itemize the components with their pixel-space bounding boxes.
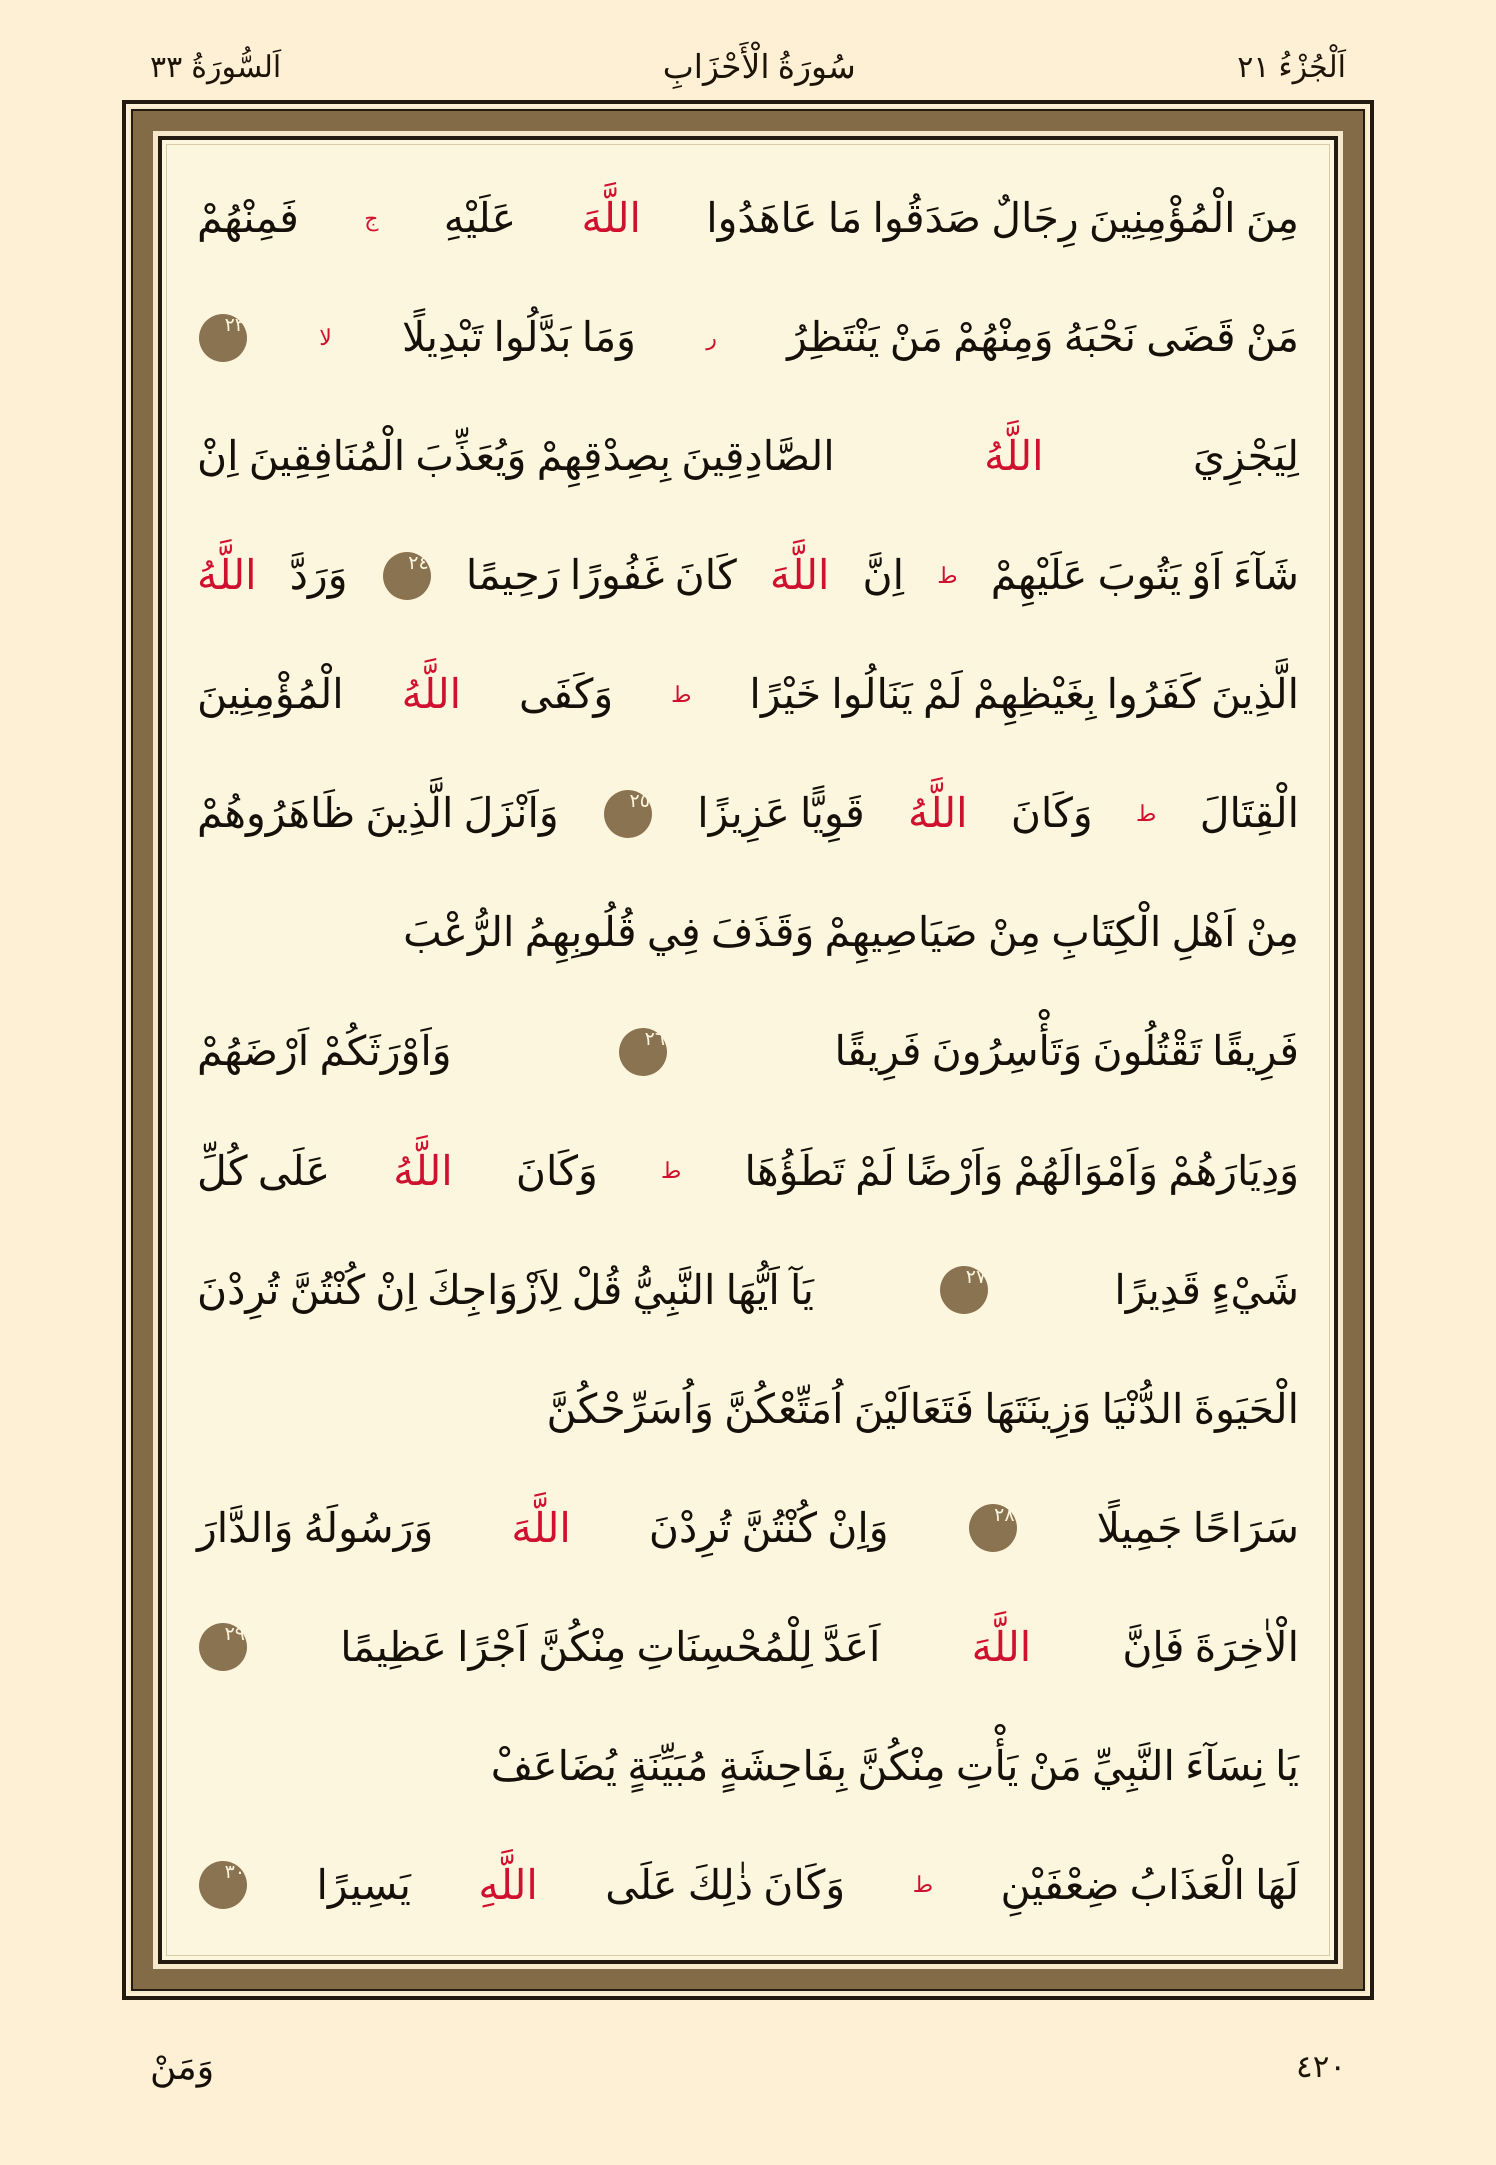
aya-text: مِنْ اَهْلِ الْكِتَابِ مِنْ صَيَاصِيهِمْ وَقَذَفَ فِي قُلُوبِهِمُ الرُّعْبَ: [403, 909, 1299, 956]
waqf-sign: ط: [660, 1158, 682, 1184]
aya-text: وَكَفَى: [518, 671, 614, 718]
aya-number-marker: ٢٤: [385, 554, 429, 598]
juz-label: اَلْجُزْءُ: [1278, 50, 1346, 84]
page-number: ٤٢٠: [1296, 2049, 1346, 2084]
waqf-sign: لا: [319, 324, 332, 350]
frame-hairline-inner: [153, 131, 1343, 1969]
aya-line: [197, 1837, 1299, 1933]
aya-number-marker: ٢٥: [606, 792, 650, 836]
aya-line: [197, 647, 1299, 743]
aya-text: لَهَا الْعَذَابُ ضِعْفَيْنِ: [1000, 1861, 1299, 1908]
surah-label: اَلسُّورَةُ: [191, 50, 282, 84]
quran-lines: [167, 145, 1329, 1955]
frame-inner-rule: [158, 136, 1338, 1964]
waqf-sign: ج: [364, 205, 379, 231]
aya-text: وَكَانَ: [1010, 790, 1093, 837]
aya-text: الْاٰخِرَةَ فَاِنَّ: [1122, 1623, 1299, 1670]
lafz-al-jalala: اللَّهَ: [971, 1623, 1032, 1670]
aya-line: [197, 1599, 1299, 1695]
aya-text: اَعَدَّ لِلْمُحْسِنَاتِ مِنْكُنَّ اَجْرًا عَظِيمًا: [340, 1623, 881, 1670]
aya-number-marker: ٢٧: [942, 1268, 986, 1312]
decorative-frame: [122, 100, 1374, 2000]
waqf-sign: ر: [706, 324, 717, 350]
aya-line: [197, 1480, 1299, 1576]
aya-line: [197, 409, 1299, 505]
aya-number-marker: ٣٠: [201, 1863, 245, 1907]
aya-line: [197, 1718, 1299, 1814]
aya-text: لِيَجْزِيَ: [1192, 433, 1299, 480]
frame-band: [133, 111, 1363, 1989]
lafz-al-jalala: اللَّهِ: [478, 1861, 538, 1908]
aya-text: شَيْءٍ قَدِيرًا: [1114, 1266, 1299, 1313]
waqf-sign: ط: [671, 681, 692, 707]
juz-number: ٢١: [1237, 50, 1270, 84]
juz-indicator: [1237, 50, 1346, 85]
aya-number-marker: ٢٦: [621, 1030, 665, 1074]
aya-text: وَاِنْ كُنْتُنَّ تُرِدْنَ: [648, 1504, 889, 1551]
aya-text: فَمِنْهُمْ: [197, 195, 299, 242]
aya-text: وَاَنْزَلَ الَّذِينَ ظَاهَرُوهُمْ: [197, 790, 559, 837]
aya-text: كَانَ غَفُورًا رَحِيمًا: [465, 552, 737, 599]
waqf-sign: ط: [937, 562, 958, 588]
waqf-sign: ط: [1136, 800, 1157, 826]
aya-text: الْمُؤْمِنِينَ: [197, 671, 344, 718]
lafz-al-jalala: اللَّهُ: [197, 552, 257, 599]
aya-text: مِنَ الْمُؤْمِنِينَ رِجَالٌ صَدَقُوا مَا عَاهَدُوا: [706, 195, 1299, 242]
aya-text: وَدِيَارَهُمْ وَاَمْوَالَهُمْ وَاَرْضًا لَمْ تَطَؤُهَا: [744, 1147, 1299, 1194]
aya-line: [197, 1361, 1299, 1457]
waqf-sign: ط: [912, 1872, 934, 1898]
aya-text: وَرَدَّ: [289, 552, 348, 599]
surah-indicator: [150, 50, 281, 85]
lafz-al-jalala: اللَّهَ: [581, 195, 641, 242]
aya-text: يَسِيرًا: [316, 1861, 411, 1908]
aya-line: [197, 171, 1299, 267]
catchword: وَمَنْ: [150, 2047, 215, 2087]
aya-text: سَرَاحًا جَمِيلًا: [1096, 1504, 1299, 1551]
aya-number-marker: ٢٨: [971, 1506, 1015, 1550]
running-head: [150, 38, 1346, 96]
aya-line: [197, 1123, 1299, 1219]
aya-text: وَكَانَ: [515, 1147, 598, 1194]
page-footer: [150, 2027, 1346, 2107]
aya-text: الَّذِينَ كَفَرُوا بِغَيْظِهِمْ لَمْ يَنَالُوا خَيْرًا: [749, 671, 1299, 718]
aya-line: [197, 290, 1299, 386]
aya-text: فَرِيقًا تَقْتُلُونَ وَتَأْسِرُونَ فَرِيقًا: [834, 1028, 1299, 1075]
aya-line: [197, 1004, 1299, 1100]
surah-title: سُورَةُ الْأَحْزَابِ: [662, 50, 856, 86]
aya-number-marker: ٢٩: [201, 1625, 245, 1669]
aya-text: الْحَيَوةَ الدُّنْيَا وَزِينَتَهَا فَتَعَالَيْنَ اُمَتِّعْكُنَّ وَاُسَرِّحْكُنَّ: [546, 1385, 1299, 1432]
aya-line: [197, 1242, 1299, 1338]
aya-number-marker: ٢٣: [201, 316, 245, 360]
lafz-al-jalala: اللَّهَ: [769, 552, 830, 599]
aya-line: [197, 528, 1299, 624]
aya-text: قَوِيًّا عَزِيزًا: [697, 790, 865, 837]
aya-text: يَآ اَيُّهَا النَّبِيُّ قُلْ لِاَزْوَاجِكَ اِنْ كُنْتُنَّ تُرِدْنَ: [197, 1266, 814, 1313]
frame-hairline-outer: [129, 107, 1367, 1993]
text-field: [166, 144, 1330, 1956]
aya-text: وَكَانَ ذٰلِكَ عَلَى: [605, 1861, 846, 1908]
lafz-al-jalala: اللَّهُ: [984, 433, 1044, 480]
aya-text: عَلَى كُلِّ: [197, 1147, 331, 1194]
aya-text: الصَّادِقِينَ بِصِدْقِهِمْ وَيُعَذِّبَ الْمُنَافِقِينَ اِنْ: [197, 433, 835, 480]
aya-text: الْقِتَالَ: [1199, 790, 1299, 837]
aya-text: وَمَا بَدَّلُوا تَبْدِيلًا: [402, 314, 636, 361]
aya-line: [197, 885, 1299, 981]
aya-text: عَلَيْهِ: [443, 195, 517, 242]
aya-text: شَآءَ اَوْ يَتُوبَ عَلَيْهِمْ: [990, 552, 1299, 599]
aya-text: وَاَوْرَثَكُمْ اَرْضَهُمْ: [197, 1028, 452, 1075]
aya-text: اِنَّ: [862, 552, 905, 599]
lafz-al-jalala: اللَّهُ: [393, 1147, 453, 1194]
aya-line: [197, 766, 1299, 862]
lafz-al-jalala: اللَّهُ: [401, 671, 462, 718]
lafz-al-jalala: اللَّهُ: [908, 790, 968, 837]
aya-text: وَرَسُولَهُ وَالدَّارَ: [197, 1504, 434, 1551]
aya-text: يَا نِسَآءَ النَّبِيِّ مَنْ يَأْتِ مِنْكُنَّ بِفَاحِشَةٍ مُبَيِّنَةٍ يُضَاعَفْ: [490, 1742, 1299, 1789]
lafz-al-jalala: اللَّهَ: [511, 1504, 571, 1551]
surah-number: ٣٣: [150, 50, 183, 84]
aya-text: مَنْ قَضَى نَحْبَهُ وَمِنْهُمْ مَنْ يَنْتَظِرُ: [787, 314, 1299, 361]
